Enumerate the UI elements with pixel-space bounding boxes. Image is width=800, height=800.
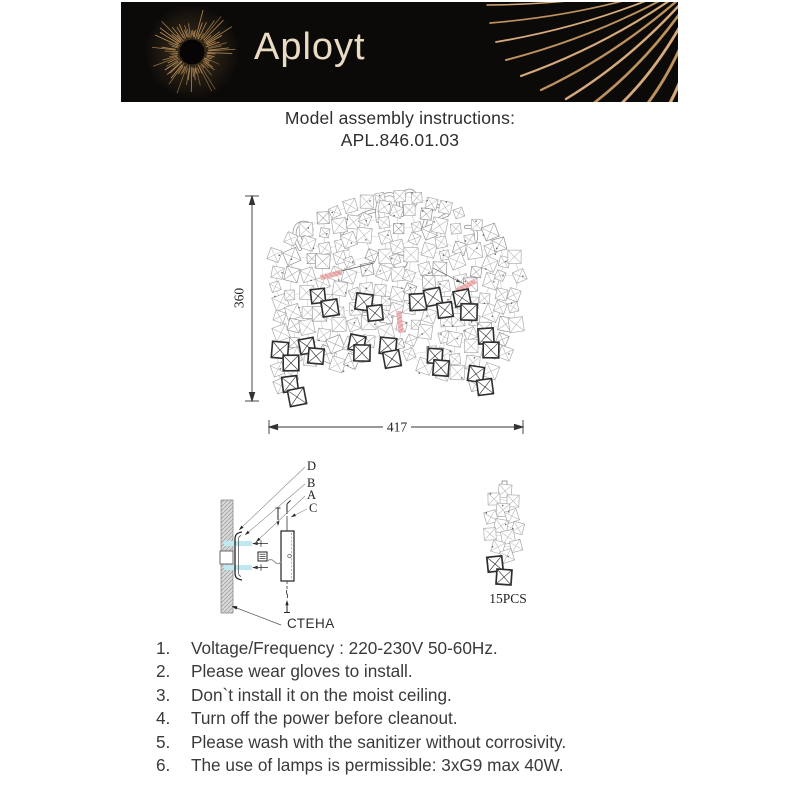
instruction-item [156, 660, 566, 683]
part-label: D [307, 459, 317, 473]
instruction-text: Please wash with the sanitizer without corrosivity. [191, 731, 567, 752]
width-dimension-label: 417 [386, 419, 408, 435]
instruction-number: 3. [156, 684, 171, 705]
instruction-text: Turn off the power before cleanout. [191, 708, 458, 729]
wall-label: СТЕНА [287, 616, 335, 631]
instruction-number: 6. [156, 755, 171, 776]
instruction-item [156, 707, 566, 730]
instruction-item [156, 684, 566, 707]
anchor-screw [224, 565, 252, 570]
crystal-strand-diagram [484, 481, 527, 606]
part-label: C [309, 501, 318, 515]
instruction-number: 5. [156, 731, 171, 752]
part-label: A [307, 488, 317, 502]
strand-count-label: 15PCS [489, 591, 527, 606]
instruction-number: 4. [156, 708, 171, 729]
title-line-2: APL.846.01.03 [340, 130, 460, 150]
anchor-screw [224, 541, 252, 546]
wall-mounting-diagram [220, 459, 335, 631]
brand-wordmark: Aployt [254, 26, 366, 68]
instruction-number: 1. [156, 638, 171, 658]
instruction-text: Please wear gloves to install. [191, 661, 413, 682]
instruction-item [156, 637, 566, 660]
instruction-text: Don`t install it on the moist ceiling. [191, 684, 452, 705]
instruction-text: Voltage/Frequency : 220-230V 50-60Hz. [191, 638, 498, 658]
instruction-item [156, 754, 566, 777]
height-dimension-label: 360 [231, 287, 247, 309]
instruction-item [156, 731, 566, 754]
instructions-list [156, 637, 566, 777]
title-line-1: Model assembly instructions: [284, 108, 516, 128]
chandelier-front-view [267, 190, 527, 406]
part-label: B [307, 476, 316, 490]
instruction-number: 2. [156, 661, 171, 682]
instruction-text: The use of lamps is permissible: 3xG9 max 40W. [191, 755, 564, 776]
